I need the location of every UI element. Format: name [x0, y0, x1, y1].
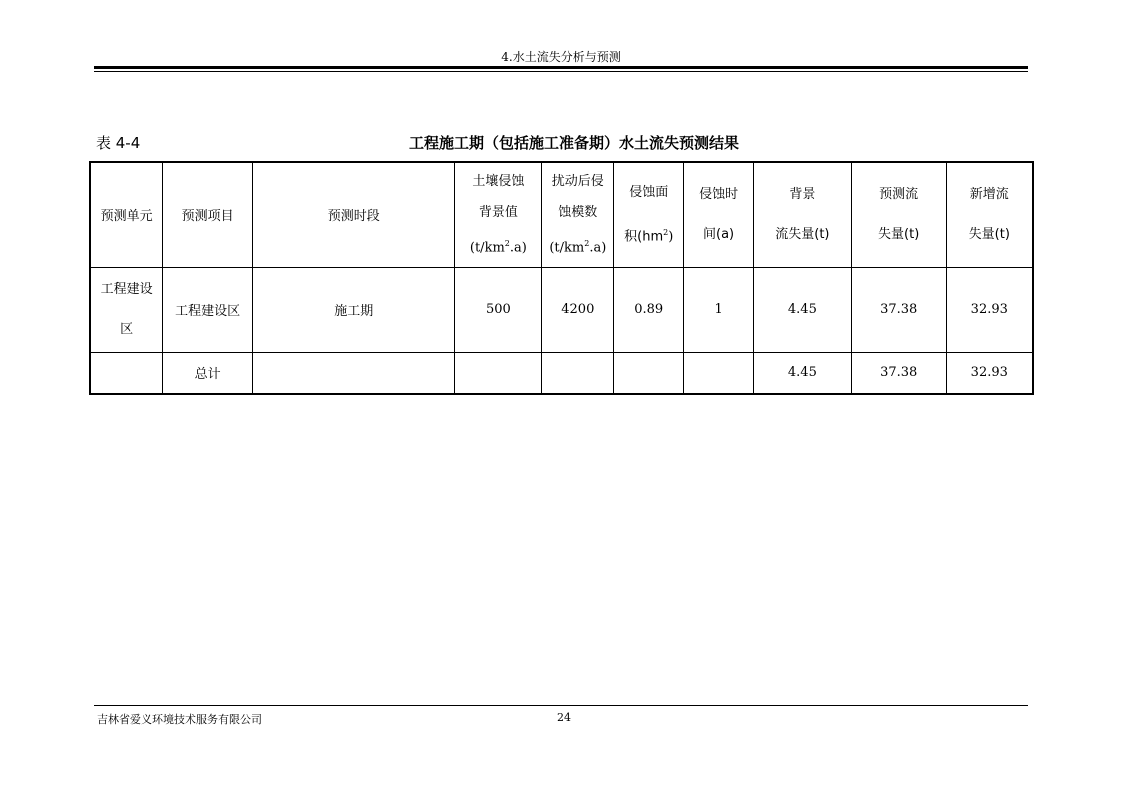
table-row: [90, 267, 1033, 352]
cell-unit: 工程建设 区: [90, 267, 163, 352]
cell-total-empty: [455, 352, 542, 394]
col-header-bg-loss: 背景 流失量(t): [754, 162, 852, 267]
col-header-time: 侵蚀时 间(a): [684, 162, 754, 267]
table-caption: [96, 130, 1032, 152]
cell-total-new-loss: 32.93: [946, 352, 1033, 394]
cell-total-empty: [684, 352, 754, 394]
table-header-row: [90, 162, 1033, 267]
cell-time: 1: [684, 267, 754, 352]
cell-background: 500: [455, 267, 542, 352]
cell-total-empty: [542, 352, 614, 394]
col-header-unit: 预测单元: [90, 162, 163, 267]
cell-bg-loss: 4.45: [754, 267, 852, 352]
prediction-table: [89, 161, 1034, 395]
cell-total-label: 总计: [163, 352, 253, 394]
header-rule: [94, 66, 1028, 69]
cell-period: 施工期: [253, 267, 455, 352]
cell-total-pred-loss: 37.38: [851, 352, 946, 394]
col-header-area: 侵蚀面 积$(hm^2)$: [614, 162, 684, 267]
cell-item: 工程建设区: [163, 267, 253, 352]
col-header-pred-loss: 预测流 失量(t): [851, 162, 946, 267]
cell-total-empty: [614, 352, 684, 394]
col-header-new-loss: 新增流 失量(t): [946, 162, 1033, 267]
header-rule-thin: [94, 71, 1028, 72]
col-header-period: 预测时段: [253, 162, 455, 267]
page-number: 24: [557, 711, 571, 724]
col-header-disturbed: 扰动后侵 蚀模数 $(t/km^2.a)$: [542, 162, 614, 267]
table-title: 工程施工期（包括施工准备期）水土流失预测结果: [408, 134, 739, 152]
table-number: 表 4-4: [96, 134, 141, 152]
footer-rule: [94, 705, 1028, 706]
cell-total-empty: [253, 352, 455, 394]
footer-company: 吉林省爱义环境技术服务有限公司: [97, 713, 262, 726]
cell-area: 0.89: [614, 267, 684, 352]
col-header-item: 预测项目: [163, 162, 253, 267]
cell-disturbed: 4200: [542, 267, 614, 352]
cell-total-empty: [90, 352, 163, 394]
running-title: 4.水土流失分析与预测: [501, 50, 621, 64]
cell-pred-loss: 37.38: [851, 267, 946, 352]
col-header-background: 土壤侵蚀 背景值 $(t/km^2.a)$: [455, 162, 542, 267]
cell-total-bg-loss: 4.45: [754, 352, 852, 394]
table-total-row: [90, 352, 1033, 394]
cell-new-loss: 32.93: [946, 267, 1033, 352]
